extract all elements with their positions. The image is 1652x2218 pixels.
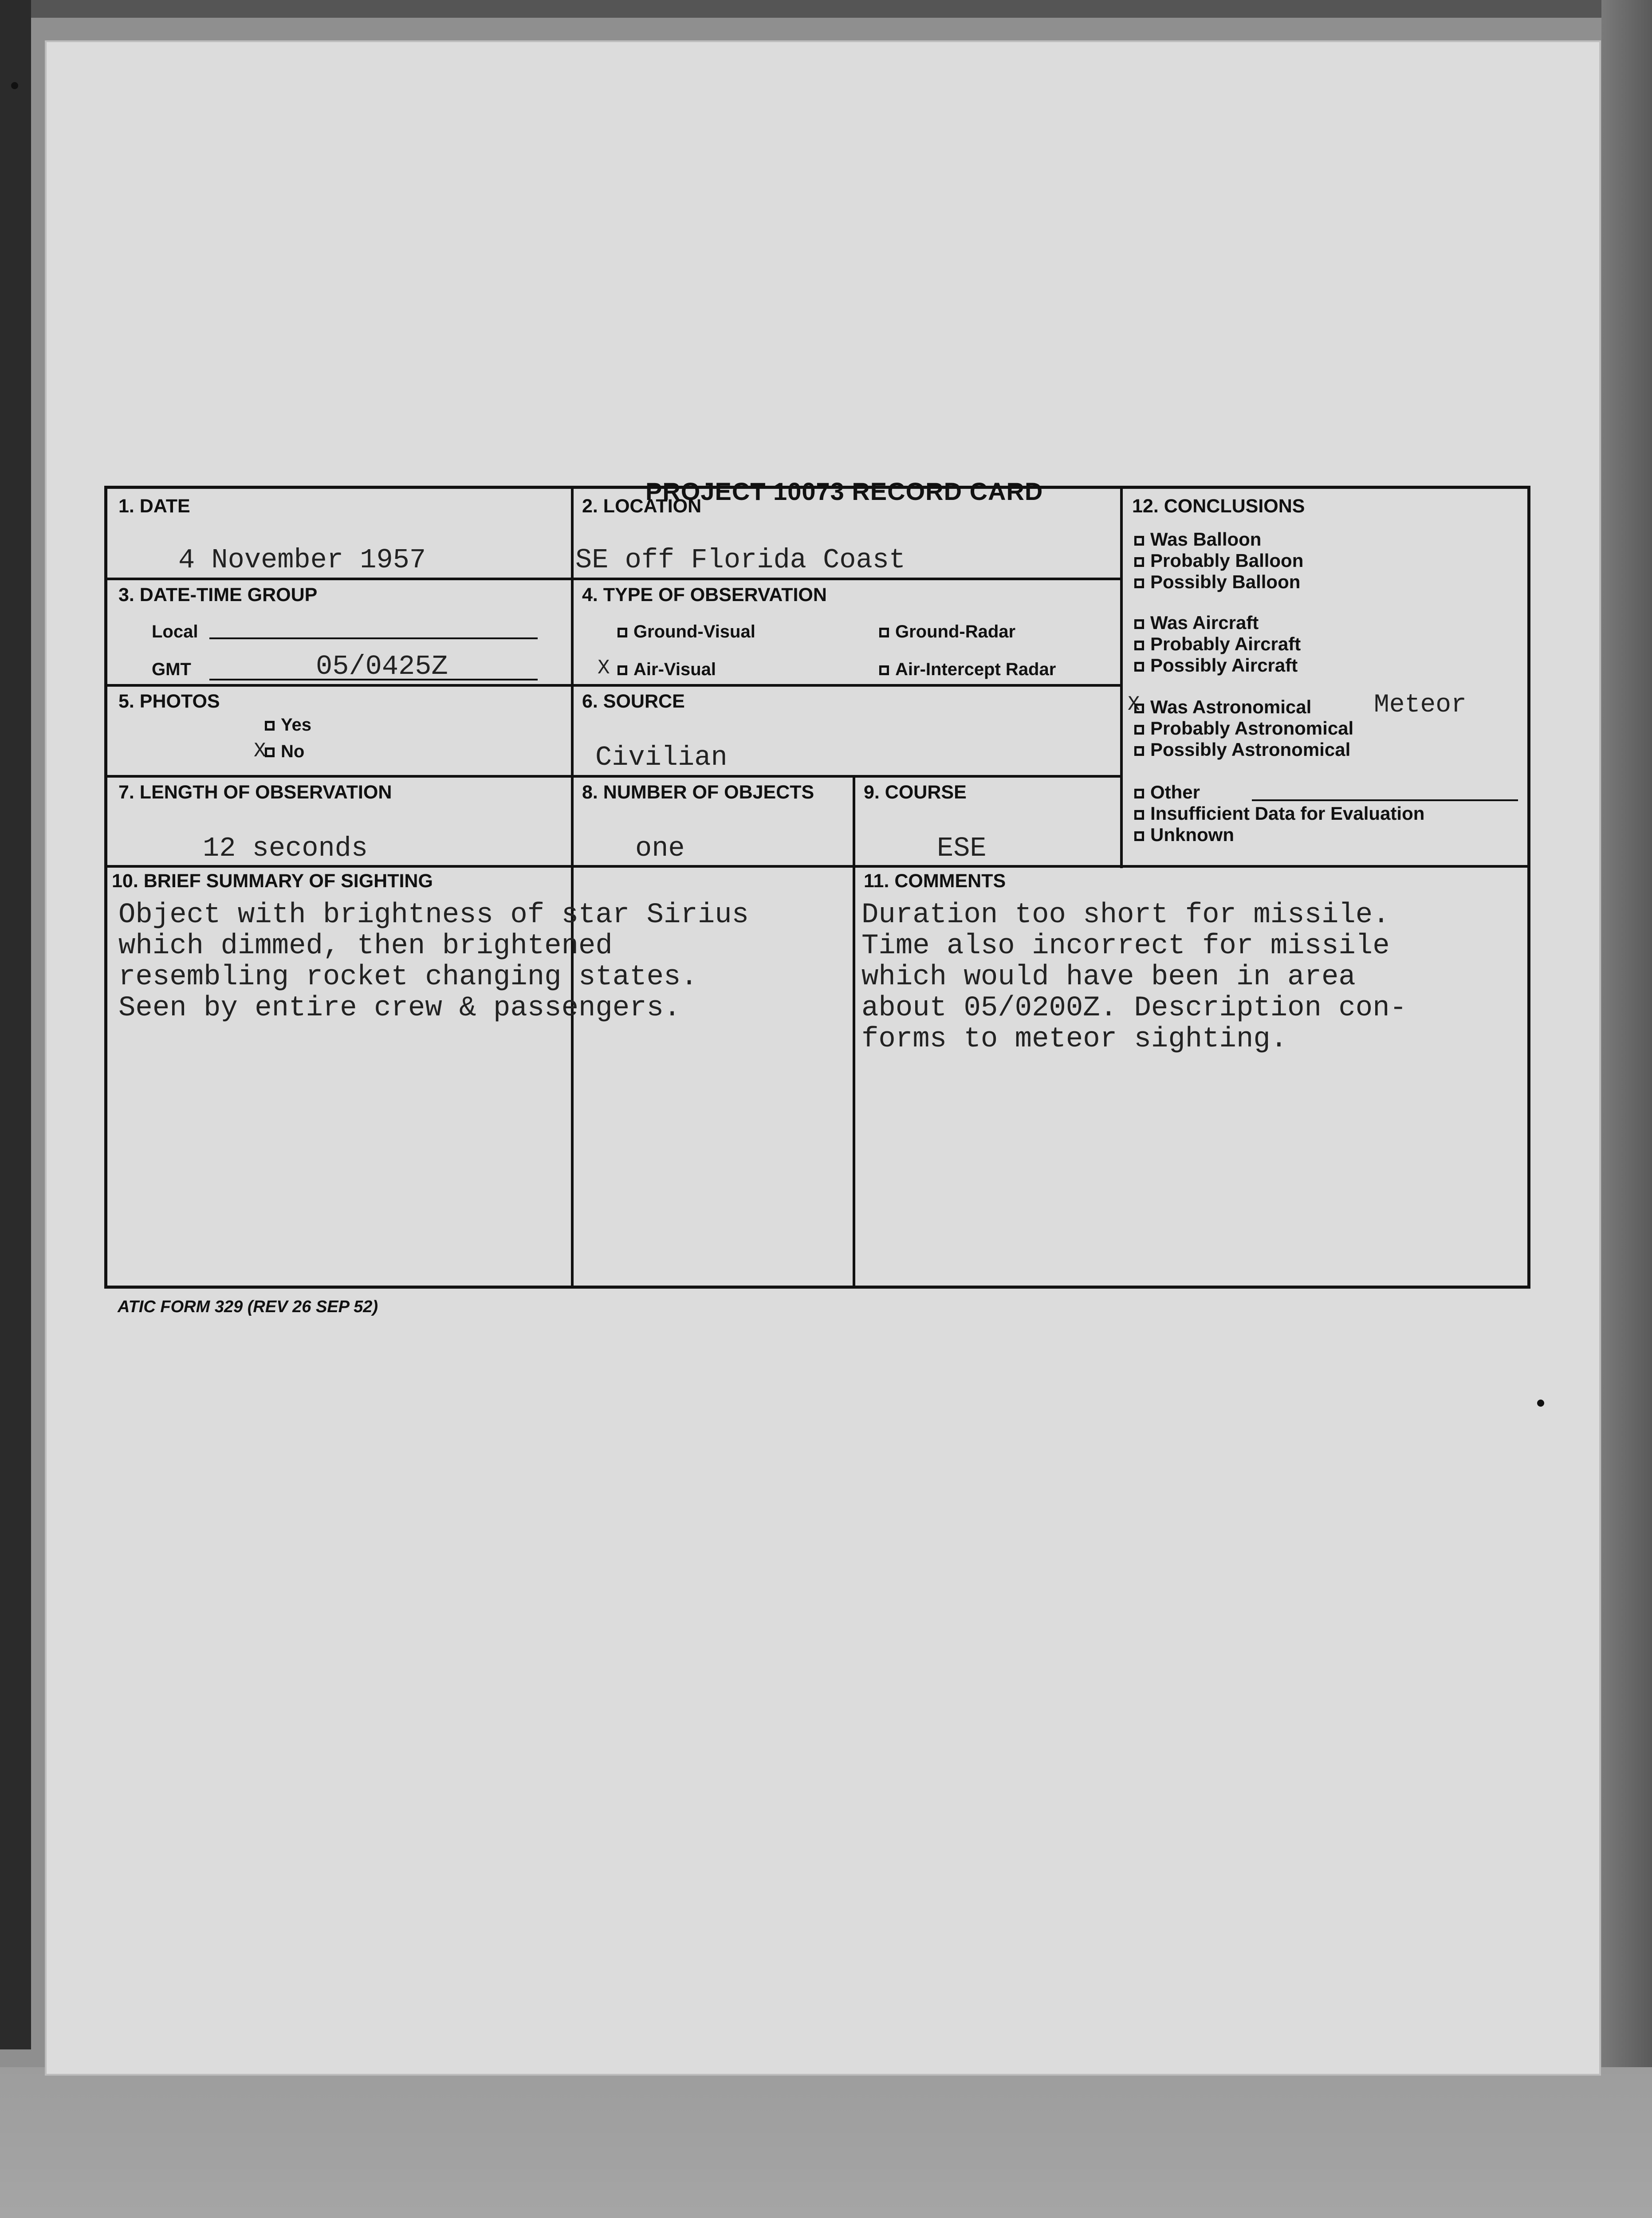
- comment-line: forms to meteor sighting.: [861, 1023, 1288, 1055]
- date-value: 4 November 1957: [178, 544, 426, 576]
- location-label: 2. LOCATION: [582, 496, 702, 517]
- conclusion-was-aircraft: Was Aircraft: [1134, 612, 1259, 633]
- comment-line: Duration too short for missile.: [861, 899, 1390, 931]
- summary-line: Object with brightness of star Sirius: [118, 899, 749, 931]
- air-visual-check-mark: X: [598, 657, 610, 680]
- checkbox-icon: [618, 665, 627, 675]
- form-footer: ATIC FORM 329 (REV 26 SEP 52): [118, 1298, 378, 1316]
- option-ground-visual: Ground-Visual: [618, 622, 755, 642]
- local-underline: [209, 637, 538, 639]
- checkbox-icon: [1134, 704, 1144, 713]
- option-air-visual: Air-Visual: [618, 660, 716, 680]
- other-underline: [1252, 799, 1518, 801]
- checkbox-icon: [879, 628, 889, 637]
- summary-line: Seen by entire crew & passengers.: [118, 992, 681, 1024]
- checkbox-icon: [1134, 536, 1144, 546]
- date-label: 1. DATE: [118, 496, 190, 517]
- local-label: Local: [152, 622, 198, 641]
- grid-line: [571, 578, 1120, 580]
- summary-line: resembling rocket changing states.: [118, 961, 698, 993]
- card-title: PROJECT 10073 RECORD CARD: [645, 477, 1043, 505]
- checkbox-icon: [1134, 578, 1144, 588]
- film-frame-top: [0, 0, 1652, 18]
- objects-label: 8. NUMBER OF OBJECTS: [582, 782, 814, 803]
- checkbox-icon: [879, 665, 889, 675]
- checkbox-icon: [1134, 619, 1144, 629]
- grid-line: [853, 775, 855, 865]
- conclusion-was-astronomical: Was Astronomical: [1134, 696, 1311, 718]
- conclusion-insufficient-data: Insufficient Data for Evaluation: [1134, 803, 1424, 824]
- checkbox-icon: [1134, 789, 1144, 798]
- conclusion-possibly-balloon: Possibly Balloon: [1134, 571, 1300, 593]
- conclusion-possibly-astronomical: Possibly Astronomical: [1134, 739, 1350, 760]
- film-frame-left: [0, 0, 31, 2049]
- conclusion-other: Other: [1134, 782, 1200, 803]
- course-value: ESE: [937, 833, 987, 864]
- conclusion-probably-aircraft: Probably Aircraft: [1134, 633, 1301, 655]
- grid-line: [107, 684, 1120, 687]
- option-air-intercept-radar: Air-Intercept Radar: [879, 660, 1056, 680]
- source-label: 6. SOURCE: [582, 691, 685, 712]
- checkbox-icon: [1134, 725, 1144, 735]
- length-value: 12 seconds: [203, 833, 368, 864]
- conclusions-label: 12. CONCLUSIONS: [1132, 496, 1305, 517]
- option-ground-radar: Ground-Radar: [879, 622, 1015, 642]
- scan-speck: [11, 82, 18, 89]
- checkbox-icon: [1134, 662, 1144, 672]
- course-label: 9. COURSE: [864, 782, 967, 803]
- photos-label: 5. PHOTOS: [118, 691, 220, 712]
- checkbox-icon: [1134, 810, 1144, 820]
- length-label: 7. LENGTH OF OBSERVATION: [118, 782, 392, 803]
- grid-line: [107, 865, 1529, 868]
- comment-line: Time also incorrect for missile: [861, 930, 1390, 962]
- photos-yes: Yes: [265, 715, 311, 735]
- photos-no-check-mark: X: [254, 739, 266, 763]
- comments-label: 11. COMMENTS: [864, 870, 1006, 892]
- checkbox-icon: [1134, 831, 1144, 841]
- checkbox-icon: [1134, 746, 1144, 756]
- checkbox-icon: [1134, 557, 1144, 567]
- conclusion-probably-balloon: Probably Balloon: [1134, 550, 1303, 571]
- summary-line: which dimmed, then brightened: [118, 930, 613, 962]
- grid-line: [1120, 489, 1123, 868]
- record-card: [104, 486, 1530, 1289]
- comment-line: which would have been in area: [861, 961, 1356, 993]
- scan-speck: [1537, 1400, 1544, 1407]
- conclusion-unknown: Unknown: [1134, 824, 1234, 846]
- location-value: SE off Florida Coast: [575, 544, 906, 576]
- checkbox-icon: [618, 628, 627, 637]
- gmt-value: 05/0425Z: [316, 651, 448, 682]
- conclusion-possibly-aircraft: Possibly Aircraft: [1134, 655, 1298, 676]
- checkbox-icon: [265, 747, 275, 757]
- conclusion-was-balloon: Was Balloon: [1134, 529, 1261, 550]
- grid-line: [107, 775, 1120, 778]
- objects-value: one: [635, 833, 685, 864]
- conclusion-annotation: Meteor: [1374, 691, 1467, 720]
- astronomical-check-mark: X: [1128, 693, 1140, 716]
- photos-no: No: [265, 742, 304, 762]
- grid-line: [107, 578, 571, 580]
- observation-type-label: 4. TYPE OF OBSERVATION: [582, 584, 827, 606]
- checkbox-icon: [265, 721, 275, 731]
- date-time-group-label: 3. DATE-TIME GROUP: [118, 584, 318, 606]
- checkbox-icon: [1134, 641, 1144, 650]
- film-frame-right: [1601, 0, 1652, 2103]
- scan-background: [0, 2067, 1652, 2218]
- gmt-label: GMT: [152, 660, 191, 679]
- grid-line: [571, 489, 574, 1287]
- source-value: Civilian: [595, 742, 728, 773]
- summary-label: 10. BRIEF SUMMARY OF SIGHTING: [112, 870, 433, 892]
- document-page: [47, 42, 1599, 2074]
- comment-line: about 05/0200Z. Description con-: [861, 992, 1407, 1024]
- conclusion-probably-astronomical: Probably Astronomical: [1134, 718, 1353, 739]
